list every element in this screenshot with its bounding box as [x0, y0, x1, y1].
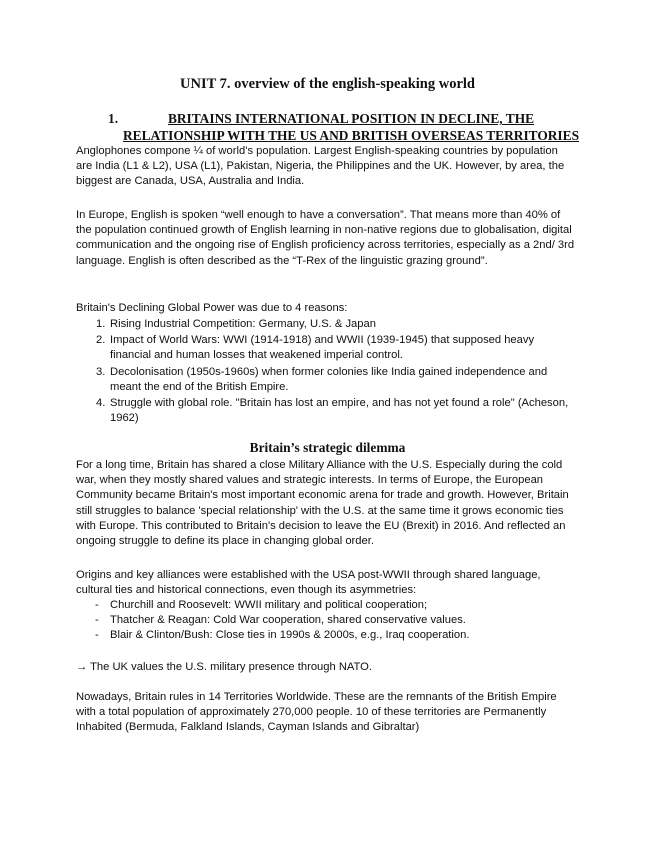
- list-item-text: Rising Industrial Competition: Germany, U.S. & Japan: [110, 318, 376, 330]
- list-item: [76, 628, 576, 643]
- list-dash: -: [95, 599, 99, 611]
- list-item-text: Decolonisation (1950s-1960s) when former colonies like India gained independence and meant the end of the British Empire.: [110, 365, 548, 393]
- paragraph-strategic-dilemma: For a long time, Britain has shared a close Military Alliance with the U.S. Especially during the cold war, when they mostly shared values and strategic interests. In terms of Europe, the European Community became Britain's most important economic arena for trade and growth. However, Britain still struggles to balance 'special relationship' with the U.S. at the same time it grows economic ties with Europe. This contributed to Britain's decision to leave the EU (Brexit) in 2016. And reflected an ongoing struggle to define its place in changing global order.: [76, 459, 569, 548]
- section-heading-text: BRITAINS INTERNATIONAL POSITION IN DECLINE, THE RELATIONSHIP WITH THE US AND BRITISH OVERSEAS TERRITORIES: [122, 111, 580, 143]
- list-item-text: Thatcher & Reagan: Cold War cooperation, shared conservative values.: [110, 614, 466, 627]
- section-number: 1.: [108, 111, 119, 126]
- reasons-list: [76, 317, 578, 427]
- paragraph-origins: Origins and key alliances were established with the USA post-WWII through shared language, cultural ties and historical connections, even though its asymmetries:: [76, 569, 541, 597]
- list-item-text: Blair & Clinton/Bush: Close ties in 1990s & 2000s, e.g., Iraq cooperation.: [110, 629, 470, 642]
- paragraph-territories: Nowadays, Britain rules in 14 Territories Worldwide. These are the remnants of the British Empire with a total population of approximately 270,000 people. 10 of these territories are Permanently Inhabited (Bermuda, Falkland Islands, Cayman Islands and Gibraltar): [76, 691, 557, 734]
- list-item: [76, 598, 576, 613]
- list-dash: -: [95, 629, 99, 642]
- list-item-text: Struggle with global role. "Britain has lost an empire, and has not yet found a role" (Acheson, 1962): [110, 397, 569, 425]
- paragraph-nato: → The UK values the U.S. military presence through NATO.: [76, 661, 372, 673]
- list-item: [76, 333, 578, 363]
- alliances-list: [76, 598, 576, 644]
- list-item: [76, 396, 578, 426]
- paragraph-europe: In Europe, English is spoken “well enough to have a conversation”. That means more than 40% of the population continued growth of English learning in non-native regions due to globalisation, digital communication and the ongoing rise of English proficiency across territories, especially as a 2nd/ 3rd language. English is often described as the “T-Rex of the linguistic grazing ground”.: [76, 209, 575, 267]
- list-number: 2.: [96, 334, 106, 347]
- list-item: [76, 365, 578, 395]
- list-number: 4.: [96, 397, 106, 410]
- strategic-dilemma-heading: Britain’s strategic dilemma: [249, 440, 406, 455]
- list-item: [76, 317, 578, 332]
- paragraph-decline-intro: Britain's Declining Global Power was due to 4 reasons:: [76, 302, 348, 314]
- list-dash: -: [95, 614, 99, 627]
- paragraph-population: Anglophones compone ¼ of world’s population. Largest English-speaking countries by population are India (L1 & L2), USA (L1), Pakistan, Nigeria, the Philippines and the UK. However, by area, the biggest are Canada, USA, Australia and India.: [76, 145, 565, 188]
- document-title: UNIT 7. overview of the english-speaking world: [180, 76, 475, 92]
- list-number: 1.: [96, 318, 106, 330]
- list-number: 3.: [96, 365, 106, 378]
- section-heading: [100, 110, 580, 144]
- list-item-text: Impact of World Wars: WWI (1914-1918) and WWII (1939-1945) that supposed heavy financial and human losses that weakened imperial control.: [110, 334, 535, 362]
- list-item-text: Churchill and Roosevelt: WWII military and political cooperation;: [110, 599, 428, 611]
- list-item: [76, 613, 576, 628]
